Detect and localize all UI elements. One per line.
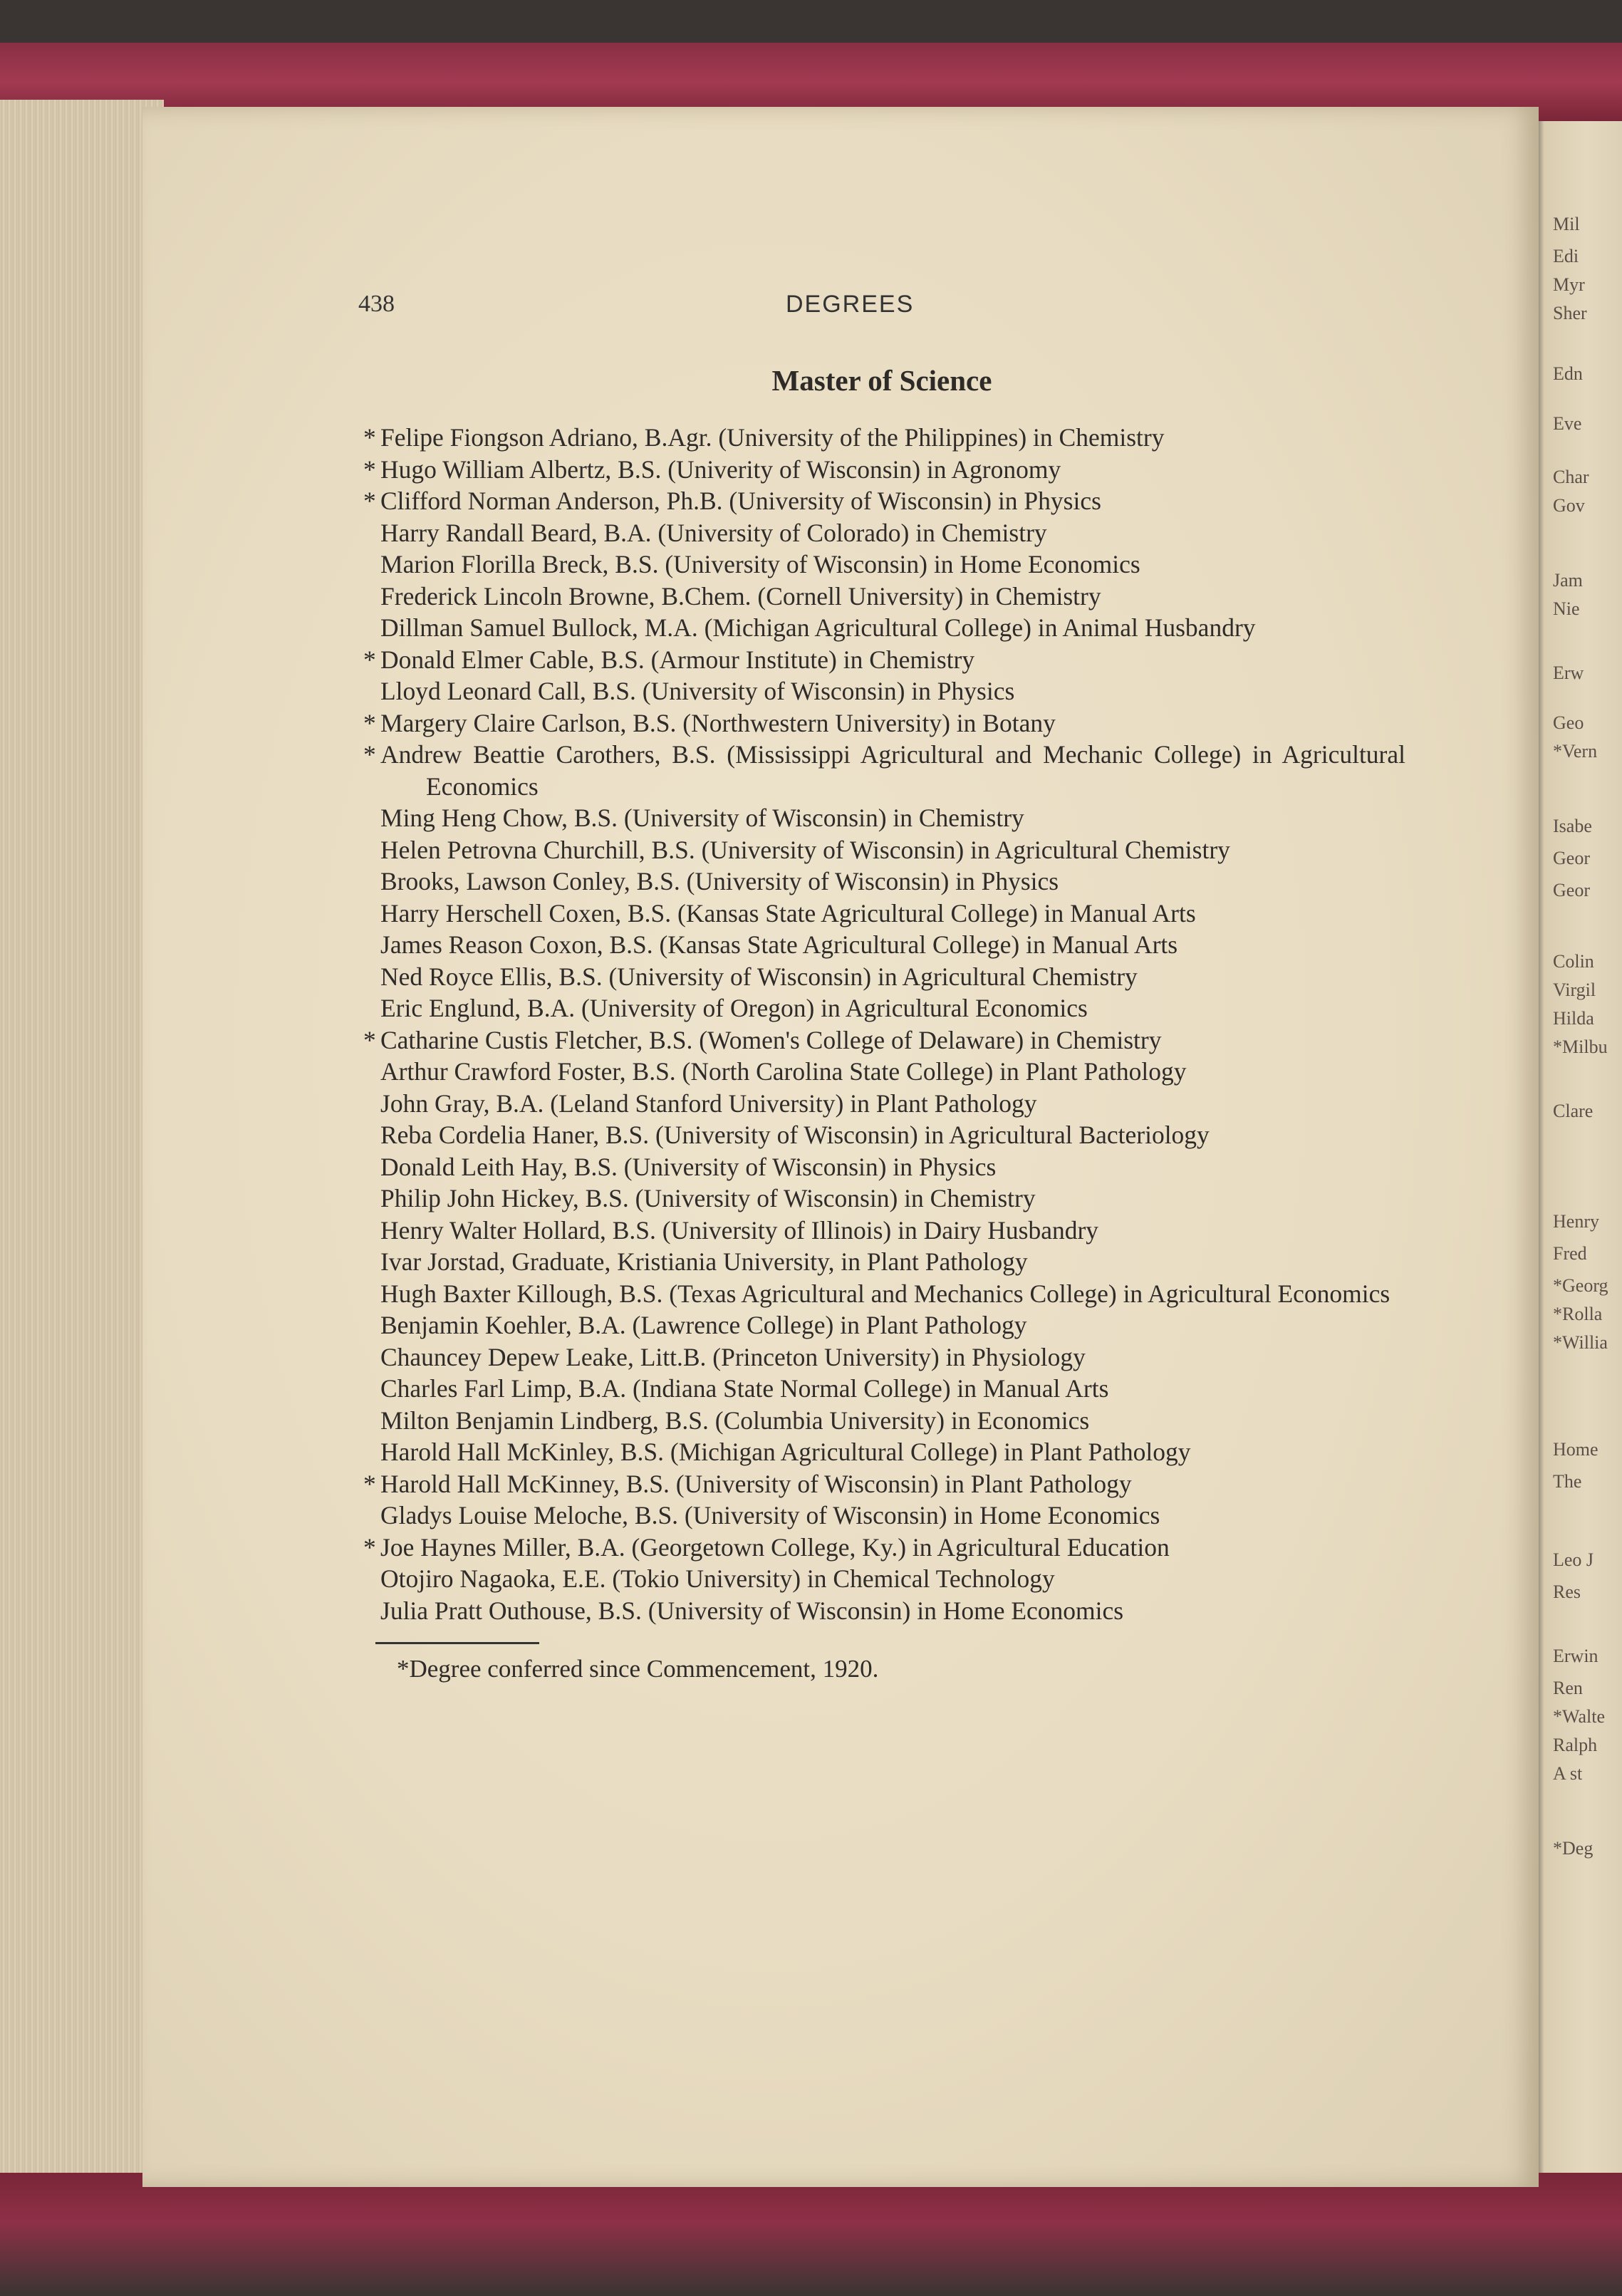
degree-entry — [358, 1468, 1405, 1500]
degree-entry — [358, 898, 1405, 930]
adjacent-page-text: Ralph — [1553, 1735, 1598, 1755]
adjacent-page-text: Geo — [1553, 712, 1584, 733]
degree-entry — [358, 1532, 1405, 1564]
degree-entry — [358, 1119, 1405, 1151]
adjacent-page-text: Res — [1553, 1581, 1581, 1602]
asterisk-mark: * — [363, 1025, 376, 1054]
degree-entry-text: Donald Leith Hay, B.S. (University of Wisconsin) in Physics — [380, 1152, 997, 1181]
degree-entry — [358, 992, 1405, 1024]
asterisk-mark: * — [363, 740, 376, 769]
degree-entry-text: Andrew Beattie Carothers, B.S. (Mississippi Agricultural and Mechanic College) in Agricultural Economics — [380, 740, 1405, 801]
adjacent-page-text: Leo J — [1553, 1549, 1594, 1570]
adjacent-page-text: *Willia — [1553, 1332, 1608, 1353]
footnote-rule — [375, 1642, 539, 1644]
degree-entry — [358, 1595, 1405, 1627]
adjacent-page-text: Clare — [1553, 1101, 1594, 1121]
asterisk-mark: * — [363, 1532, 376, 1562]
degree-entry-text: Philip John Hickey, B.S. (University of Wisconsin) in Chemistry — [380, 1184, 1036, 1212]
adjacent-page-text: Sher — [1553, 303, 1587, 323]
adjacent-page-text: Isabe — [1553, 816, 1592, 836]
degree-entry-text: Hugo William Albertz, B.S. (Univerity of Wisconsin) in Agronomy — [380, 454, 1061, 484]
degree-entry-text: Hugh Baxter Killough, B.S. (Texas Agricultural and Mechanics College) in Agricultural Economics — [380, 1279, 1390, 1308]
adjacent-page-text: Erw — [1553, 663, 1584, 683]
degree-entry — [358, 1563, 1405, 1595]
degree-entry-text: Helen Petrovna Churchill, B.S. (University of Wisconsin) in Agricultural Chemistry — [380, 835, 1230, 864]
degree-entry — [358, 549, 1405, 581]
adjacent-page-text: Jam — [1553, 570, 1583, 591]
adjacent-page-text: *Deg — [1553, 1838, 1594, 1859]
asterisk-mark: * — [363, 454, 376, 484]
degree-entry-text: Reba Cordelia Haner, B.S. (University of Wisconsin) in Agricultural Bacteriology — [380, 1121, 1210, 1149]
asterisk-mark: * — [363, 487, 376, 515]
degree-entry-text: Otojiro Nagaoka, E.E. (Tokio University) in Chemical Technology — [380, 1564, 1055, 1593]
adjacent-page-text: A st — [1553, 1763, 1583, 1784]
degree-entry — [358, 1056, 1405, 1088]
degree-entry-text: Frederick Lincoln Browne, B.Chem. (Cornell University) in Chemistry — [380, 581, 1101, 611]
degree-entry-text: Harold Hall McKinney, B.S. (University of Wisconsin) in Plant Pathology — [380, 1469, 1132, 1498]
degree-entry — [358, 1246, 1405, 1278]
adjacent-page-text: Char — [1553, 467, 1589, 487]
degree-entry-text: Henry Walter Hollard, B.S. (University of Illinois) in Dairy Husbandry — [380, 1215, 1099, 1245]
page-number: 438 — [358, 291, 395, 317]
degree-entry — [358, 517, 1405, 549]
adjacent-page-text: Myr — [1553, 274, 1585, 295]
degree-entry-text: John Gray, B.A. (Leland Stanford University) in Plant Pathology — [380, 1089, 1037, 1118]
degree-list — [358, 422, 1405, 1626]
degree-entry-text: James Reason Coxon, B.S. (Kansas State Agricultural College) in Manual Arts — [380, 930, 1178, 959]
degree-entry — [358, 866, 1405, 898]
degree-entry-text: Harry Herschell Coxen, B.S. (Kansas State Agricultural College) in Manual Arts — [380, 898, 1196, 928]
degree-entry — [358, 581, 1405, 613]
degree-entry-text: Chauncey Depew Leake, Litt.B. (Princeton University) in Physiology — [380, 1342, 1086, 1371]
adjacent-page-text: The — [1553, 1471, 1582, 1492]
degree-entry — [358, 707, 1405, 739]
adjacent-page-text: Geor — [1553, 880, 1590, 900]
degree-entry-text: Harry Randall Beard, B.A. (University of Colorado) in Chemistry — [380, 518, 1047, 547]
degree-entry — [358, 1088, 1405, 1120]
degree-entry-text: Donald Elmer Cable, B.S. (Armour Institute) in Chemistry — [380, 645, 975, 674]
degree-entry — [358, 612, 1405, 644]
adjacent-page-text: *Vern — [1553, 741, 1598, 762]
degree-entry — [358, 834, 1405, 866]
degree-entry — [358, 1024, 1405, 1056]
degree-entry — [358, 422, 1405, 454]
adjacent-page — [1532, 121, 1622, 2187]
footnote: *Degree conferred since Commencement, 1920. — [397, 1655, 879, 1683]
degree-entry-text: Julia Pratt Outhouse, B.S. (University of Wisconsin) in Home Economics — [380, 1596, 1124, 1625]
degree-entry — [358, 485, 1405, 517]
adjacent-page-text: *Rolla — [1553, 1304, 1603, 1324]
degree-entry-text: Arthur Crawford Foster, B.S. (North Carolina State College) in Plant Pathology — [380, 1057, 1187, 1086]
adjacent-page-text: Edn — [1553, 363, 1583, 384]
degree-entry — [358, 644, 1405, 676]
degree-entry-text: Harold Hall McKinley, B.S. (Michigan Agricultural College) in Plant Pathology — [380, 1438, 1191, 1466]
degree-entry — [358, 675, 1405, 707]
adjacent-page-text: Henry — [1553, 1211, 1599, 1232]
adjacent-page-text: Erwin — [1553, 1646, 1598, 1666]
adjacent-page-text: Colin — [1553, 951, 1594, 972]
page-header — [358, 291, 1398, 326]
degree-entry-text: Gladys Louise Meloche, B.S. (University of Wisconsin) in Home Economics — [380, 1501, 1160, 1529]
adjacent-page-text: Nie — [1553, 598, 1580, 619]
degree-entry-text: Ned Royce Ellis, B.S. (University of Wisconsin) in Agricultural Chemistry — [380, 962, 1138, 991]
degree-entry-text: Dillman Samuel Bullock, M.A. (Michigan Agricultural College) in Animal Husbandry — [380, 613, 1256, 642]
degree-entry-text: Milton Benjamin Lindberg, B.S. (Columbia University) in Economics — [380, 1406, 1090, 1435]
degree-entry — [358, 1500, 1405, 1532]
degree-entry-text: Ivar Jorstad, Graduate, Kristiania University, in Plant Pathology — [380, 1247, 1028, 1276]
degree-entry-text: Felipe Fiongson Adriano, B.Agr. (University of the Philippines) in Chemistry — [380, 423, 1165, 452]
adjacent-page-text: Gov — [1553, 495, 1585, 516]
adjacent-page-text: Virgil — [1553, 980, 1596, 1000]
degree-entry — [358, 739, 1405, 802]
degree-entry — [358, 1436, 1405, 1468]
degree-entry — [358, 1215, 1405, 1247]
degree-entry — [358, 1405, 1405, 1437]
degree-entry — [358, 1151, 1405, 1183]
degree-entry-text: Catharine Custis Fletcher, B.S. (Women's College of Delaware) in Chemistry — [380, 1025, 1162, 1054]
degree-entry-text: Brooks, Lawson Conley, B.S. (University of Wisconsin) in Physics — [380, 867, 1059, 895]
degree-entry-text: Joe Haynes Miller, B.A. (Georgetown College, Ky.) in Agricultural Education — [380, 1532, 1170, 1562]
adjacent-page-text: Home — [1553, 1439, 1598, 1460]
degree-entry — [358, 1373, 1405, 1405]
degree-entry-text: Margery Claire Carlson, B.S. (Northwestern University) in Botany — [380, 708, 1056, 737]
degree-entry-text: Charles Farl Limp, B.A. (Indiana State Normal College) in Manual Arts — [380, 1374, 1109, 1403]
asterisk-mark: * — [363, 423, 376, 452]
degree-entry — [358, 1183, 1405, 1215]
asterisk-mark: * — [363, 708, 376, 737]
adjacent-page-text: *Milbu — [1553, 1037, 1608, 1057]
adjacent-page-text: *Walte — [1553, 1706, 1605, 1727]
adjacent-page-text: Edi — [1553, 246, 1579, 266]
degree-entry — [358, 802, 1405, 834]
degree-entry-text: Clifford Norman Anderson, Ph.B. (University of Wisconsin) in Physics — [380, 487, 1101, 515]
adjacent-page-text: Eve — [1553, 413, 1582, 434]
adjacent-page-text: Mil — [1553, 214, 1580, 234]
degree-entry — [358, 1341, 1405, 1373]
degree-entry — [358, 961, 1405, 993]
degree-entry — [358, 1309, 1405, 1341]
adjacent-page-text: Ren — [1553, 1678, 1583, 1698]
degree-entry-text: Lloyd Leonard Call, B.S. (University of Wisconsin) in Physics — [380, 677, 1015, 705]
degree-entry-text: Ming Heng Chow, B.S. (University of Wisconsin) in Chemistry — [380, 804, 1024, 832]
adjacent-page-text: *Georg — [1553, 1275, 1608, 1296]
adjacent-page-text: Geor — [1553, 848, 1590, 868]
page-edges — [0, 100, 164, 2208]
running-head: DEGREES — [786, 291, 915, 318]
degree-entry — [358, 929, 1405, 961]
asterisk-mark: * — [363, 645, 376, 674]
section-title: Master of Science — [771, 364, 992, 397]
book-cover-bottom-edge — [0, 2173, 1622, 2296]
degree-entry — [358, 454, 1405, 486]
adjacent-page-text: Hilda — [1553, 1008, 1594, 1029]
degree-entry-text: Eric Englund, B.A. (University of Oregon) in Agricultural Economics — [380, 994, 1088, 1022]
adjacent-page-text: Fred — [1553, 1243, 1587, 1264]
asterisk-mark: * — [363, 1469, 376, 1498]
degree-entry-text: Marion Florilla Breck, B.S. (University of Wisconsin) in Home Economics — [380, 550, 1140, 578]
degree-entry-text: Benjamin Koehler, B.A. (Lawrence College) in Plant Pathology — [380, 1311, 1027, 1339]
degree-entry — [358, 1278, 1405, 1310]
